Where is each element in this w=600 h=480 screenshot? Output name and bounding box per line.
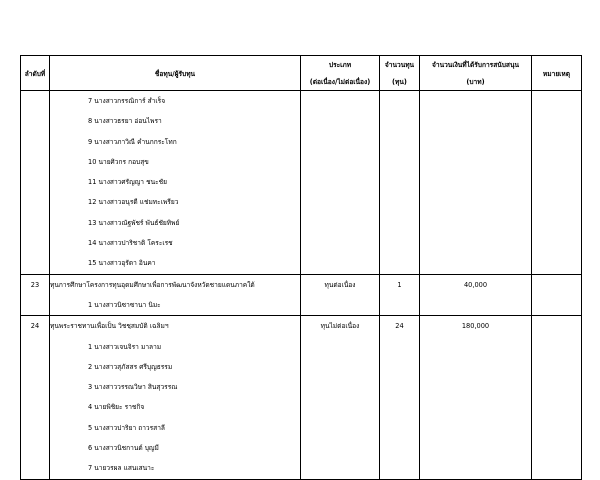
cell-type xyxy=(301,213,380,233)
header-count: จำนวนทุน xyxy=(380,56,420,74)
cell-remark xyxy=(532,377,582,397)
cell-count xyxy=(380,458,420,479)
cell-grant-name: ทุนพระราชทานเพื่อเป็น วิชชฺสมบัติ เฉลิมฯ xyxy=(50,316,301,337)
cell-no xyxy=(21,337,50,357)
cell-no xyxy=(21,132,50,152)
cell-recipient xyxy=(50,438,301,458)
cell-type xyxy=(301,458,380,479)
cell-remark xyxy=(532,438,582,458)
cell-remark xyxy=(532,233,582,253)
cell-type xyxy=(301,192,380,212)
table-header xyxy=(21,56,582,91)
cell-type xyxy=(301,253,380,274)
cell-no xyxy=(21,233,50,253)
cell-no xyxy=(21,253,50,274)
cell-recipient xyxy=(50,213,301,233)
cell-count xyxy=(380,111,420,131)
cell-recipient xyxy=(50,357,301,377)
header-type: ประเภท xyxy=(301,56,380,74)
cell-recipient xyxy=(50,172,301,192)
cell-remark xyxy=(532,172,582,192)
cell-remark xyxy=(532,111,582,131)
cell-amount xyxy=(420,337,532,357)
table-row xyxy=(21,418,582,438)
table-row xyxy=(21,458,582,479)
cell-no xyxy=(21,213,50,233)
recipient-name: 10 นายศิวกร กอบสุข xyxy=(88,157,149,166)
cell-no xyxy=(21,418,50,438)
cell-type xyxy=(301,233,380,253)
table-row xyxy=(21,316,582,337)
cell-amount xyxy=(420,111,532,131)
table-row xyxy=(21,337,582,357)
cell-remark xyxy=(532,337,582,357)
cell-count xyxy=(380,132,420,152)
header-remark: หมายเหตุ xyxy=(532,56,582,91)
recipient-name: 14 นางสาวปาริชาติ โคระเรช xyxy=(88,239,173,248)
table-row xyxy=(21,357,582,377)
cell-amount xyxy=(420,295,532,316)
header-amount-sub: (บาท) xyxy=(420,73,532,91)
cell-grant-name: ทุนการศึกษาโครงการทุนอุดมศึกษาเพื่อการพัฒนาจังหวัดชายแดนภาคใต้ xyxy=(50,274,301,295)
cell-count xyxy=(380,337,420,357)
cell-recipient xyxy=(50,295,301,316)
cell-recipient xyxy=(50,111,301,131)
table-body xyxy=(21,91,582,480)
cell-type xyxy=(301,357,380,377)
cell-no xyxy=(21,458,50,479)
table-row xyxy=(21,132,582,152)
cell-type xyxy=(301,132,380,152)
header-name: ชื่อทุน/ผู้รับทุน xyxy=(50,56,301,91)
table-row xyxy=(21,233,582,253)
cell-no xyxy=(21,172,50,192)
table-row xyxy=(21,111,582,131)
cell-type xyxy=(301,91,380,112)
table-row xyxy=(21,295,582,316)
cell-remark xyxy=(532,253,582,274)
cell-type: ทุนต่อเนื่อง xyxy=(301,274,380,295)
cell-count xyxy=(380,91,420,112)
cell-count xyxy=(380,438,420,458)
cell-recipient xyxy=(50,192,301,212)
cell-count xyxy=(380,213,420,233)
cell-remark xyxy=(532,357,582,377)
table-row xyxy=(21,91,582,112)
cell-type: ทุนไม่ต่อเนื่อง xyxy=(301,316,380,337)
cell-amount xyxy=(420,91,532,112)
cell-count xyxy=(380,377,420,397)
cell-amount xyxy=(420,458,532,479)
cell-count xyxy=(380,172,420,192)
cell-no xyxy=(21,111,50,131)
cell-recipient xyxy=(50,418,301,438)
cell-amount: 180,000 xyxy=(420,316,532,337)
recipient-name: 6 นางสาวนิชกานต์ บุญมี xyxy=(88,444,159,453)
cell-amount xyxy=(420,233,532,253)
recipient-name: 12 นางสาวอนุรดี แช่มทะเพรียว xyxy=(88,198,179,207)
cell-type xyxy=(301,337,380,357)
cell-type xyxy=(301,377,380,397)
cell-type xyxy=(301,295,380,316)
table-row xyxy=(21,397,582,417)
header-amount: จำนวนเงินที่ได้รับการสนับสนุน xyxy=(420,56,532,74)
cell-no: 23 xyxy=(21,274,50,295)
table-row xyxy=(21,253,582,274)
recipient-name: 1 นางสาวเจนจิรา มาลาม xyxy=(88,342,162,351)
table-row xyxy=(21,438,582,458)
cell-remark xyxy=(532,295,582,316)
cell-type xyxy=(301,172,380,192)
cell-amount xyxy=(420,253,532,274)
cell-type xyxy=(301,111,380,131)
cell-no xyxy=(21,438,50,458)
table-row xyxy=(21,377,582,397)
cell-recipient xyxy=(50,132,301,152)
header-count-sub: (ทุน) xyxy=(380,73,420,91)
recipient-name: 2 นางสาวสุภัสสร ศรีบุญธรรม xyxy=(88,362,173,371)
cell-count xyxy=(380,192,420,212)
recipient-name: 5 นางสาวปาริยา ถาวรสาลี xyxy=(88,423,165,432)
cell-recipient xyxy=(50,377,301,397)
cell-type xyxy=(301,397,380,417)
recipient-name: 13 นางสาวณัฐพัชร์ พันธ์ชัยทิพย์ xyxy=(88,218,180,227)
cell-remark xyxy=(532,91,582,112)
cell-count: 1 xyxy=(380,274,420,295)
cell-count xyxy=(380,152,420,172)
cell-type xyxy=(301,438,380,458)
table-row xyxy=(21,213,582,233)
cell-remark xyxy=(532,458,582,479)
recipient-name: 1 นางสาวนิซาซานา นิมะ xyxy=(88,300,161,309)
grant-table xyxy=(20,55,582,480)
cell-remark xyxy=(532,418,582,438)
cell-recipient xyxy=(50,253,301,274)
recipient-name: 8 นางสาวธรยา อ่อนไพรา xyxy=(88,117,162,126)
recipient-name: 9 นางสาวภาวิณี คำนกกระโทก xyxy=(88,137,177,146)
table-row xyxy=(21,152,582,172)
cell-recipient xyxy=(50,91,301,112)
cell-no xyxy=(21,377,50,397)
recipient-name: 11 นางสาวศรัญญา ชนะชัย xyxy=(88,178,167,187)
cell-remark xyxy=(532,192,582,212)
recipient-name: 7 นายวรผล แสนเสนาะ xyxy=(88,464,155,473)
cell-amount xyxy=(420,418,532,438)
cell-recipient xyxy=(50,397,301,417)
recipient-name: 7 นางสาวกรรณิการ์ สำเร็จ xyxy=(88,97,166,105)
cell-recipient xyxy=(50,337,301,357)
cell-count xyxy=(380,357,420,377)
cell-remark xyxy=(532,132,582,152)
cell-count xyxy=(380,295,420,316)
cell-type xyxy=(301,418,380,438)
cell-recipient xyxy=(50,233,301,253)
table-row xyxy=(21,172,582,192)
cell-count xyxy=(380,233,420,253)
cell-amount xyxy=(420,438,532,458)
cell-count xyxy=(380,253,420,274)
cell-amount xyxy=(420,213,532,233)
header-no: ลำดับที่ xyxy=(21,56,50,91)
cell-type xyxy=(301,152,380,172)
table-row xyxy=(21,274,582,295)
cell-remark xyxy=(532,152,582,172)
recipient-name: 15 นางสาวอุรัดา อินคา xyxy=(88,259,156,268)
header-type-sub: (ต่อเนื่อง/ไม่ต่อเนื่อง) xyxy=(301,73,380,91)
cell-count: 24 xyxy=(380,316,420,337)
cell-amount xyxy=(420,377,532,397)
cell-remark xyxy=(532,274,582,295)
cell-no xyxy=(21,295,50,316)
cell-remark xyxy=(532,397,582,417)
cell-recipient xyxy=(50,152,301,172)
cell-amount: 40,000 xyxy=(420,274,532,295)
table-row xyxy=(21,192,582,212)
cell-amount xyxy=(420,132,532,152)
cell-count xyxy=(380,418,420,438)
cell-amount xyxy=(420,192,532,212)
cell-no: 24 xyxy=(21,316,50,337)
cell-no xyxy=(21,152,50,172)
recipient-name: 3 นางสาววรรณวิษา สินสุวรรณ xyxy=(88,383,178,392)
cell-amount xyxy=(420,152,532,172)
cell-no xyxy=(21,91,50,112)
cell-recipient xyxy=(50,458,301,479)
cell-remark xyxy=(532,316,582,337)
cell-amount xyxy=(420,357,532,377)
cell-remark xyxy=(532,213,582,233)
recipient-name: 4 นายพิชิยะ ราชกิจ xyxy=(88,403,145,412)
cell-amount xyxy=(420,397,532,417)
cell-count xyxy=(380,397,420,417)
cell-no xyxy=(21,192,50,212)
cell-no xyxy=(21,397,50,417)
cell-no xyxy=(21,357,50,377)
cell-amount xyxy=(420,172,532,192)
